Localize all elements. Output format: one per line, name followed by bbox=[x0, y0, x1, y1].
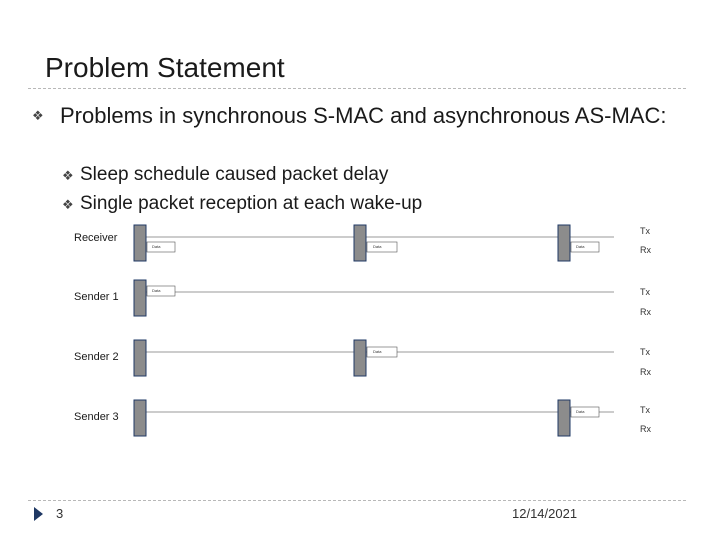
receiver-wakeup-slot bbox=[134, 225, 146, 261]
data-chip-label: Data bbox=[152, 244, 161, 249]
row-label-receiver: Receiver bbox=[74, 232, 118, 244]
rx-label: Rx bbox=[640, 367, 651, 377]
data-chip-label: Data bbox=[373, 349, 382, 354]
receiver-wakeup-slot bbox=[558, 225, 570, 261]
data-chip bbox=[367, 347, 397, 357]
receiver-wakeup-slot bbox=[354, 225, 366, 261]
sender1-wakeup-slot bbox=[134, 280, 146, 316]
data-chip-label: Data bbox=[152, 288, 161, 293]
tx-label: Tx bbox=[640, 287, 650, 297]
sub-bullet-text: Single packet reception at each wake-up bbox=[80, 193, 423, 214]
sub-bullet-marker-icon: ❖ bbox=[62, 168, 74, 183]
data-chip-label: Data bbox=[373, 244, 382, 249]
tx-label: Tx bbox=[640, 405, 650, 415]
data-chip bbox=[367, 242, 397, 252]
page-number: 3 bbox=[56, 506, 64, 521]
slide-date: 12/14/2021 bbox=[512, 506, 578, 521]
tx-label: Tx bbox=[640, 347, 650, 357]
data-chip-label: Data bbox=[576, 244, 585, 249]
sub-bullet-text: Sleep schedule caused packet delay bbox=[80, 164, 389, 185]
footer-arrow-icon bbox=[34, 507, 43, 521]
rx-label: Rx bbox=[640, 307, 651, 317]
sender2-wakeup-slot bbox=[134, 340, 146, 376]
footer-divider bbox=[28, 500, 686, 501]
rx-label: Rx bbox=[640, 245, 651, 255]
rx-label: Rx bbox=[640, 424, 651, 434]
data-chip-label: Data bbox=[576, 409, 585, 414]
sub-bullet-marker-icon: ❖ bbox=[62, 197, 74, 212]
row-label-sender3: Sender 3 bbox=[74, 411, 119, 423]
tx-label: Tx bbox=[640, 226, 650, 236]
sender3-wakeup-slot bbox=[134, 400, 146, 436]
sender2-wakeup-slot bbox=[354, 340, 366, 376]
main-bullet-text: Problems in synchronous S-MAC and asynchronous AS-MAC: bbox=[60, 103, 667, 128]
row-label-sender2: Sender 2 bbox=[74, 351, 119, 363]
slide-title: Problem Statement bbox=[45, 52, 285, 83]
sender3-wakeup-slot bbox=[558, 400, 570, 436]
row-label-sender1: Sender 1 bbox=[74, 291, 119, 303]
bullet-marker-icon: ❖ bbox=[32, 108, 44, 123]
